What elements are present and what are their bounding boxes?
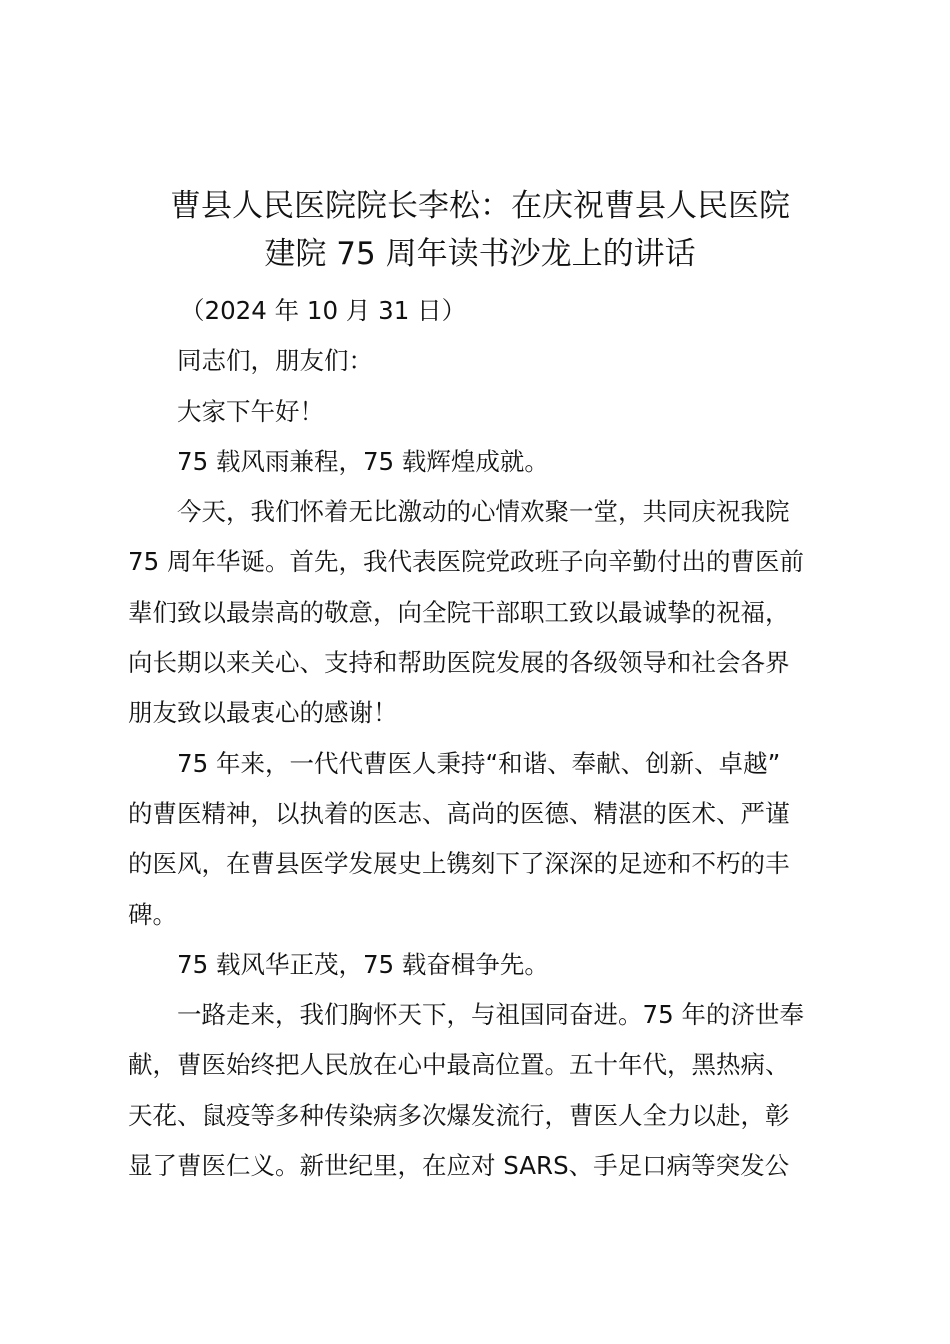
paragraph-line: 朋友致以最衷心的感谢！ [128,698,398,728]
document-body [128,286,832,1191]
speech-date [128,286,832,336]
paragraph-line: 75 载风华正茂，75 载奋楫争先。 [177,949,549,979]
title-line-2: 建院 75 周年读书沙龙上的讲话 [264,236,696,272]
spirit-paragraph [128,739,832,940]
paragraph-line: 的医风，在曹县医学发展史上镌刻下了深深的足迹和不朽的丰 [128,849,790,879]
paragraph-line: 大家下午好！ [177,396,324,426]
paragraph-line: 碑。 [128,899,177,929]
paragraph-line: 一路走来，我们胸怀天下，与祖国同奋进。75 年的济世奉 [177,1000,804,1030]
title-line-1: 曹县人民医院院长李松：在庆祝曹县人民医院 [170,188,790,224]
greeting-paragraph [128,387,832,437]
paragraph-line: 显了曹医仁义。新世纪里，在应对 SARS、手足口病等突发公 [128,1151,790,1181]
paragraph-line: 75 年来，一代代曹医人秉持“和谐、奉献、创新、卓越” [177,748,781,778]
celebration-paragraph [128,487,832,738]
paragraph-line: 的曹医精神，以执着的医志、高尚的医德、精湛的医术、严谨 [128,798,790,828]
motto-paragraph-1 [128,437,832,487]
paragraph-line: 献，曹医始终把人民放在心中最高位置。五十年代，黑热病、 [128,1050,790,1080]
date-line: （2024 年 10 月 31 日） [180,296,467,325]
paragraph-line: 同志们，朋友们： [177,346,373,376]
paragraph-line: 天花、鼠疫等多种传染病多次爆发流行，曹医人全力以赴，彰 [128,1100,790,1130]
document-title [128,182,832,278]
paragraph-line: 向长期以来关心、支持和帮助医院发展的各级领导和社会各界 [128,648,790,678]
salutation-paragraph [128,336,832,386]
history-paragraph [128,990,832,1191]
paragraph-line: 辈们致以最崇高的敬意，向全院干部职工致以最诚挚的祝福， [128,597,790,627]
paragraph-line: 75 载风雨兼程，75 载辉煌成就。 [177,446,549,476]
motto-paragraph-2 [128,940,832,990]
paragraph-line: 75 周年华诞。首先，我代表医院党政班子向辛勤付出的曹医前 [128,547,804,577]
paragraph-line: 今天，我们怀着无比激动的心情欢聚一堂，共同庆祝我院 [177,497,790,527]
